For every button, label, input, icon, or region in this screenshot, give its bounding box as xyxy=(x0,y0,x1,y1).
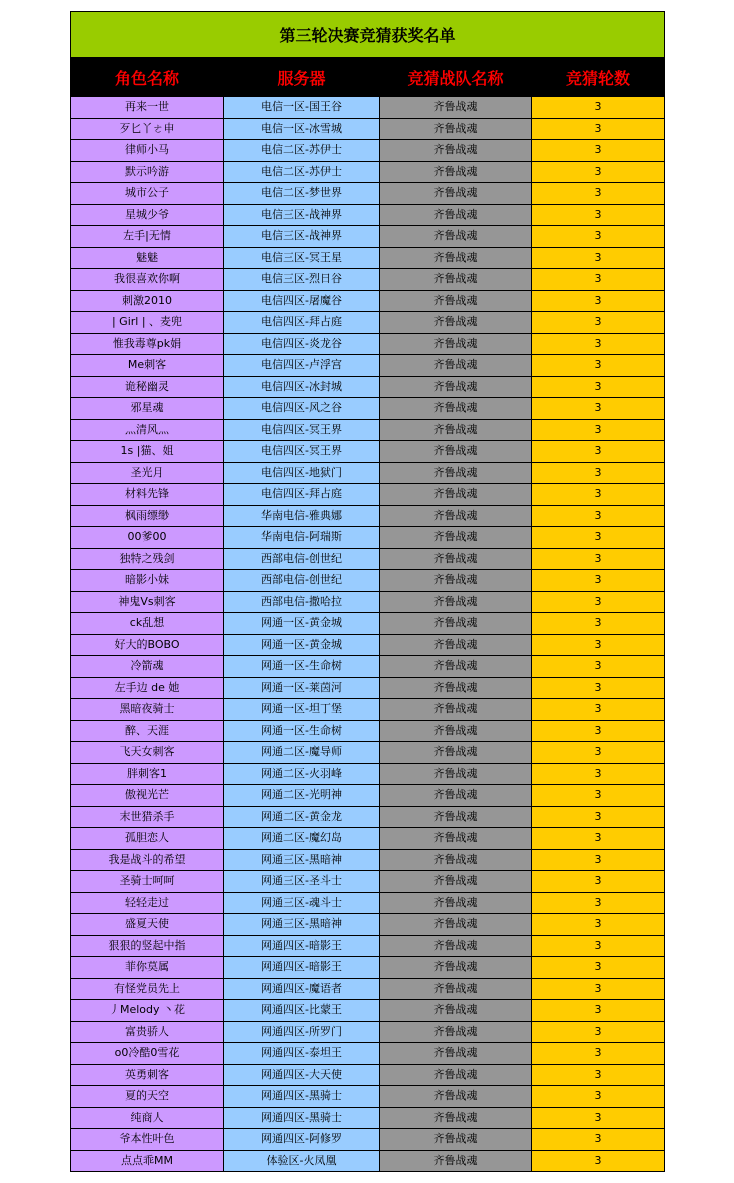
table-row xyxy=(71,1064,665,1086)
team-name-cell: 齐鲁战魂 xyxy=(380,892,532,914)
role-name-cell: 英勇刺客 xyxy=(71,1064,224,1086)
team-name-cell: 齐鲁战魂 xyxy=(380,140,532,162)
server-cell: 网通二区-黄金龙 xyxy=(224,806,380,828)
table-row xyxy=(71,462,665,484)
server-cell: 体验区-火凤凰 xyxy=(224,1150,380,1172)
team-name-cell: 齐鲁战魂 xyxy=(380,978,532,1000)
server-cell: 网通二区-火羽峰 xyxy=(224,763,380,785)
role-name-cell: 好大的BOBO xyxy=(71,634,224,656)
team-name-cell: 齐鲁战魂 xyxy=(380,871,532,893)
role-name-cell: 丿Melody 丶花 xyxy=(71,1000,224,1022)
team-name-cell: 齐鲁战魂 xyxy=(380,1021,532,1043)
table-row xyxy=(71,290,665,312)
table-body xyxy=(71,97,665,1172)
table-row xyxy=(71,226,665,248)
server-cell: 网通一区-黄金城 xyxy=(224,613,380,635)
server-cell: 电信四区-炎龙谷 xyxy=(224,333,380,355)
header-team-name: 竞猜战队名称 xyxy=(380,58,532,97)
rounds-cell: 3 xyxy=(532,656,665,678)
table-row xyxy=(71,97,665,119)
team-name-cell: 齐鲁战魂 xyxy=(380,656,532,678)
team-name-cell: 齐鲁战魂 xyxy=(380,806,532,828)
server-cell: 网通一区-生命树 xyxy=(224,656,380,678)
table-row xyxy=(71,978,665,1000)
team-name-cell: 齐鲁战魂 xyxy=(380,699,532,721)
server-cell: 电信四区-冰封城 xyxy=(224,376,380,398)
table-row xyxy=(71,892,665,914)
role-name-cell: 律师小马 xyxy=(71,140,224,162)
rounds-cell: 3 xyxy=(532,892,665,914)
role-name-cell: 狠狠的竖起中指 xyxy=(71,935,224,957)
table-row xyxy=(71,699,665,721)
role-name-cell: 末世猎杀手 xyxy=(71,806,224,828)
role-name-cell: 邪星魂 xyxy=(71,398,224,420)
team-name-cell: 齐鲁战魂 xyxy=(380,226,532,248)
server-cell: 网通四区-大天使 xyxy=(224,1064,380,1086)
table-row xyxy=(71,1000,665,1022)
server-cell: 华南电信-雅典娜 xyxy=(224,505,380,527)
role-name-cell: 点点乖MM xyxy=(71,1150,224,1172)
rounds-cell: 3 xyxy=(532,462,665,484)
server-cell: 网通四区-魔语者 xyxy=(224,978,380,1000)
team-name-cell: 齐鲁战魂 xyxy=(380,183,532,205)
server-cell: 电信四区-拜占庭 xyxy=(224,312,380,334)
table-row xyxy=(71,505,665,527)
team-name-cell: 齐鲁战魂 xyxy=(380,1150,532,1172)
team-name-cell: 齐鲁战魂 xyxy=(380,290,532,312)
role-name-cell: 1s |猫、姐 xyxy=(71,441,224,463)
table-row xyxy=(71,806,665,828)
rounds-cell: 3 xyxy=(532,376,665,398)
server-cell: 电信四区-冥王界 xyxy=(224,419,380,441)
team-name-cell: 齐鲁战魂 xyxy=(380,570,532,592)
server-cell: 电信二区-梦世界 xyxy=(224,183,380,205)
role-name-cell: 惟我毒尊pk娟 xyxy=(71,333,224,355)
team-name-cell: 齐鲁战魂 xyxy=(380,742,532,764)
server-cell: 西部电信-撒哈拉 xyxy=(224,591,380,613)
rounds-cell: 3 xyxy=(532,935,665,957)
table-row xyxy=(71,376,665,398)
rounds-cell: 3 xyxy=(532,613,665,635)
rounds-cell: 3 xyxy=(532,419,665,441)
rounds-cell: 3 xyxy=(532,957,665,979)
table-row xyxy=(71,548,665,570)
winners-table xyxy=(70,11,665,1172)
team-name-cell: 齐鲁战魂 xyxy=(380,204,532,226)
table-row xyxy=(71,613,665,635)
rounds-cell: 3 xyxy=(532,247,665,269)
server-cell: 网通四区-暗影王 xyxy=(224,957,380,979)
rounds-cell: 3 xyxy=(532,828,665,850)
server-cell: 电信四区-冥王界 xyxy=(224,441,380,463)
table-row xyxy=(71,140,665,162)
rounds-cell: 3 xyxy=(532,871,665,893)
team-name-cell: 齐鲁战魂 xyxy=(380,1086,532,1108)
role-name-cell: 胖刺客1 xyxy=(71,763,224,785)
rounds-cell: 3 xyxy=(532,1064,665,1086)
team-name-cell: 齐鲁战魂 xyxy=(380,720,532,742)
team-name-cell: 齐鲁战魂 xyxy=(380,1107,532,1129)
server-cell: 网通一区-坦丁堡 xyxy=(224,699,380,721)
role-name-cell: 爷本性叶色 xyxy=(71,1129,224,1151)
server-cell: 电信一区-国王谷 xyxy=(224,97,380,119)
role-name-cell: 轻轻走过 xyxy=(71,892,224,914)
server-cell: 电信一区-冰雪城 xyxy=(224,118,380,140)
role-name-cell: 暗影小妹 xyxy=(71,570,224,592)
server-cell: 网通四区-黑骑士 xyxy=(224,1086,380,1108)
table-row xyxy=(71,849,665,871)
table-row xyxy=(71,204,665,226)
server-cell: 网通四区-阿修罗 xyxy=(224,1129,380,1151)
rounds-cell: 3 xyxy=(532,484,665,506)
team-name-cell: 齐鲁战魂 xyxy=(380,677,532,699)
server-cell: 电信二区-苏伊士 xyxy=(224,161,380,183)
role-name-cell: 夏的天空 xyxy=(71,1086,224,1108)
table-row xyxy=(71,118,665,140)
role-name-cell: 枫雨缥缈 xyxy=(71,505,224,527)
role-name-cell: 诡秘幽灵 xyxy=(71,376,224,398)
team-name-cell: 齐鲁战魂 xyxy=(380,763,532,785)
table-title: 第三轮决赛竞猜获奖名单 xyxy=(71,12,665,58)
role-name-cell: 城市公子 xyxy=(71,183,224,205)
server-cell: 电信三区-烈日谷 xyxy=(224,269,380,291)
table-row xyxy=(71,591,665,613)
role-name-cell: 灬清风灬 xyxy=(71,419,224,441)
server-cell: 网通四区-所罗门 xyxy=(224,1021,380,1043)
team-name-cell: 齐鲁战魂 xyxy=(380,269,532,291)
rounds-cell: 3 xyxy=(532,140,665,162)
table-row xyxy=(71,484,665,506)
rounds-cell: 3 xyxy=(532,333,665,355)
rounds-cell: 3 xyxy=(532,978,665,1000)
table-row xyxy=(71,419,665,441)
server-cell: 网通一区-生命树 xyxy=(224,720,380,742)
role-name-cell: | Girl | 、麦兜 xyxy=(71,312,224,334)
server-cell: 电信三区-冥王星 xyxy=(224,247,380,269)
table-row xyxy=(71,1086,665,1108)
role-name-cell: 左手|无情 xyxy=(71,226,224,248)
rounds-cell: 3 xyxy=(532,720,665,742)
role-name-cell: 圣骑士呵呵 xyxy=(71,871,224,893)
rounds-cell: 3 xyxy=(532,355,665,377)
role-name-cell: 魅魅 xyxy=(71,247,224,269)
team-name-cell: 齐鲁战魂 xyxy=(380,548,532,570)
table-row xyxy=(71,1107,665,1129)
header-server: 服务器 xyxy=(224,58,380,97)
rounds-cell: 3 xyxy=(532,118,665,140)
table-row xyxy=(71,742,665,764)
role-name-cell: 黑暗夜骑士 xyxy=(71,699,224,721)
table-row xyxy=(71,161,665,183)
server-cell: 网通三区-黑暗神 xyxy=(224,914,380,936)
team-name-cell: 齐鲁战魂 xyxy=(380,355,532,377)
server-cell: 电信四区-拜占庭 xyxy=(224,484,380,506)
rounds-cell: 3 xyxy=(532,161,665,183)
team-name-cell: 齐鲁战魂 xyxy=(380,1129,532,1151)
rounds-cell: 3 xyxy=(532,505,665,527)
team-name-cell: 齐鲁战魂 xyxy=(380,1064,532,1086)
team-name-cell: 齐鲁战魂 xyxy=(380,828,532,850)
role-name-cell: 傲视光芒 xyxy=(71,785,224,807)
rounds-cell: 3 xyxy=(532,785,665,807)
server-cell: 网通三区-黑暗神 xyxy=(224,849,380,871)
rounds-cell: 3 xyxy=(532,290,665,312)
role-name-cell: 圣光月 xyxy=(71,462,224,484)
rounds-cell: 3 xyxy=(532,183,665,205)
role-name-cell: o0冷酷0雪花 xyxy=(71,1043,224,1065)
team-name-cell: 齐鲁战魂 xyxy=(380,118,532,140)
role-name-cell: 再来一世 xyxy=(71,97,224,119)
table-row xyxy=(71,914,665,936)
table-row xyxy=(71,763,665,785)
rounds-cell: 3 xyxy=(532,634,665,656)
role-name-cell: 00爹00 xyxy=(71,527,224,549)
team-name-cell: 齐鲁战魂 xyxy=(380,613,532,635)
table-row xyxy=(71,570,665,592)
team-name-cell: 齐鲁战魂 xyxy=(380,914,532,936)
rounds-cell: 3 xyxy=(532,527,665,549)
server-cell: 网通二区-魔幻岛 xyxy=(224,828,380,850)
team-name-cell: 齐鲁战魂 xyxy=(380,441,532,463)
rounds-cell: 3 xyxy=(532,269,665,291)
team-name-cell: 齐鲁战魂 xyxy=(380,161,532,183)
rounds-cell: 3 xyxy=(532,1086,665,1108)
rounds-cell: 3 xyxy=(532,398,665,420)
server-cell: 电信四区-风之谷 xyxy=(224,398,380,420)
server-cell: 电信三区-战神界 xyxy=(224,226,380,248)
rounds-cell: 3 xyxy=(532,1107,665,1129)
rounds-cell: 3 xyxy=(532,441,665,463)
table-row xyxy=(71,1043,665,1065)
role-name-cell: 材料先锋 xyxy=(71,484,224,506)
server-cell: 网通四区-黑骑士 xyxy=(224,1107,380,1129)
role-name-cell: 神鬼Vs刺客 xyxy=(71,591,224,613)
team-name-cell: 齐鲁战魂 xyxy=(380,333,532,355)
team-name-cell: 齐鲁战魂 xyxy=(380,505,532,527)
team-name-cell: 齐鲁战魂 xyxy=(380,312,532,334)
role-name-cell: 左手边 de 她 xyxy=(71,677,224,699)
server-cell: 西部电信-创世纪 xyxy=(224,570,380,592)
server-cell: 电信四区-卢浮宫 xyxy=(224,355,380,377)
role-name-cell: 飞天女刺客 xyxy=(71,742,224,764)
rounds-cell: 3 xyxy=(532,806,665,828)
header-row xyxy=(71,58,665,97)
role-name-cell: Me刺客 xyxy=(71,355,224,377)
server-cell: 网通三区-魂斗士 xyxy=(224,892,380,914)
server-cell: 网通四区-比蒙王 xyxy=(224,1000,380,1022)
table-row xyxy=(71,828,665,850)
table-row xyxy=(71,527,665,549)
server-cell: 华南电信-阿瑞斯 xyxy=(224,527,380,549)
team-name-cell: 齐鲁战魂 xyxy=(380,1043,532,1065)
server-cell: 电信四区-地狱门 xyxy=(224,462,380,484)
server-cell: 网通一区-莱茵河 xyxy=(224,677,380,699)
table-row xyxy=(71,183,665,205)
rounds-cell: 3 xyxy=(532,97,665,119)
rounds-cell: 3 xyxy=(532,312,665,334)
team-name-cell: 齐鲁战魂 xyxy=(380,247,532,269)
role-name-cell: 孤胆恋人 xyxy=(71,828,224,850)
team-name-cell: 齐鲁战魂 xyxy=(380,462,532,484)
rounds-cell: 3 xyxy=(532,849,665,871)
server-cell: 网通二区-光明神 xyxy=(224,785,380,807)
table-row xyxy=(71,333,665,355)
rounds-cell: 3 xyxy=(532,1043,665,1065)
role-name-cell: 富贵骄人 xyxy=(71,1021,224,1043)
server-cell: 网通二区-魔导师 xyxy=(224,742,380,764)
rounds-cell: 3 xyxy=(532,1129,665,1151)
server-cell: 电信二区-苏伊士 xyxy=(224,140,380,162)
role-name-cell: 星城少爷 xyxy=(71,204,224,226)
team-name-cell: 齐鲁战魂 xyxy=(380,935,532,957)
team-name-cell: 齐鲁战魂 xyxy=(380,97,532,119)
server-cell: 西部电信-创世纪 xyxy=(224,548,380,570)
team-name-cell: 齐鲁战魂 xyxy=(380,527,532,549)
header-role-name: 角色名称 xyxy=(71,58,224,97)
team-name-cell: 齐鲁战魂 xyxy=(380,849,532,871)
server-cell: 网通三区-圣斗士 xyxy=(224,871,380,893)
table-row xyxy=(71,1150,665,1172)
rounds-cell: 3 xyxy=(532,763,665,785)
table-row xyxy=(71,355,665,377)
table-row xyxy=(71,957,665,979)
table-row xyxy=(71,785,665,807)
team-name-cell: 齐鲁战魂 xyxy=(380,957,532,979)
rounds-cell: 3 xyxy=(532,570,665,592)
table-row xyxy=(71,398,665,420)
rounds-cell: 3 xyxy=(532,204,665,226)
role-name-cell: 有怪党员先上 xyxy=(71,978,224,1000)
rounds-cell: 3 xyxy=(532,914,665,936)
role-name-cell: 默示吟游 xyxy=(71,161,224,183)
rounds-cell: 3 xyxy=(532,591,665,613)
role-name-cell: 刺激2010 xyxy=(71,290,224,312)
rounds-cell: 3 xyxy=(532,1021,665,1043)
server-cell: 网通一区-黄金城 xyxy=(224,634,380,656)
role-name-cell: 我很喜欢你啊 xyxy=(71,269,224,291)
role-name-cell: 冷箭魂 xyxy=(71,656,224,678)
role-name-cell: ck乱想 xyxy=(71,613,224,635)
table-row xyxy=(71,935,665,957)
rounds-cell: 3 xyxy=(532,677,665,699)
rounds-cell: 3 xyxy=(532,699,665,721)
team-name-cell: 齐鲁战魂 xyxy=(380,634,532,656)
header-rounds: 竞猜轮数 xyxy=(532,58,665,97)
table-row xyxy=(71,247,665,269)
team-name-cell: 齐鲁战魂 xyxy=(380,419,532,441)
team-name-cell: 齐鲁战魂 xyxy=(380,398,532,420)
role-name-cell: 歹匕丫ㄜ申 xyxy=(71,118,224,140)
rounds-cell: 3 xyxy=(532,226,665,248)
role-name-cell: 盛夏天使 xyxy=(71,914,224,936)
rounds-cell: 3 xyxy=(532,548,665,570)
rounds-cell: 3 xyxy=(532,1000,665,1022)
table-row xyxy=(71,634,665,656)
table-row xyxy=(71,312,665,334)
team-name-cell: 齐鲁战魂 xyxy=(380,591,532,613)
rounds-cell: 3 xyxy=(532,1150,665,1172)
team-name-cell: 齐鲁战魂 xyxy=(380,376,532,398)
table-row xyxy=(71,1129,665,1151)
role-name-cell: 纯商人 xyxy=(71,1107,224,1129)
team-name-cell: 齐鲁战魂 xyxy=(380,1000,532,1022)
server-cell: 网通四区-泰坦王 xyxy=(224,1043,380,1065)
team-name-cell: 齐鲁战魂 xyxy=(380,785,532,807)
table-row xyxy=(71,656,665,678)
role-name-cell: 菲你莫属 xyxy=(71,957,224,979)
server-cell: 电信四区-屠魔谷 xyxy=(224,290,380,312)
rounds-cell: 3 xyxy=(532,742,665,764)
server-cell: 网通四区-暗影王 xyxy=(224,935,380,957)
table-row xyxy=(71,871,665,893)
role-name-cell: 醉、天涯 xyxy=(71,720,224,742)
table-row xyxy=(71,441,665,463)
table-row xyxy=(71,677,665,699)
table-row xyxy=(71,1021,665,1043)
table-row xyxy=(71,269,665,291)
role-name-cell: 独特之残剑 xyxy=(71,548,224,570)
role-name-cell: 我是战斗的希望 xyxy=(71,849,224,871)
team-name-cell: 齐鲁战魂 xyxy=(380,484,532,506)
table-row xyxy=(71,720,665,742)
server-cell: 电信三区-战神界 xyxy=(224,204,380,226)
